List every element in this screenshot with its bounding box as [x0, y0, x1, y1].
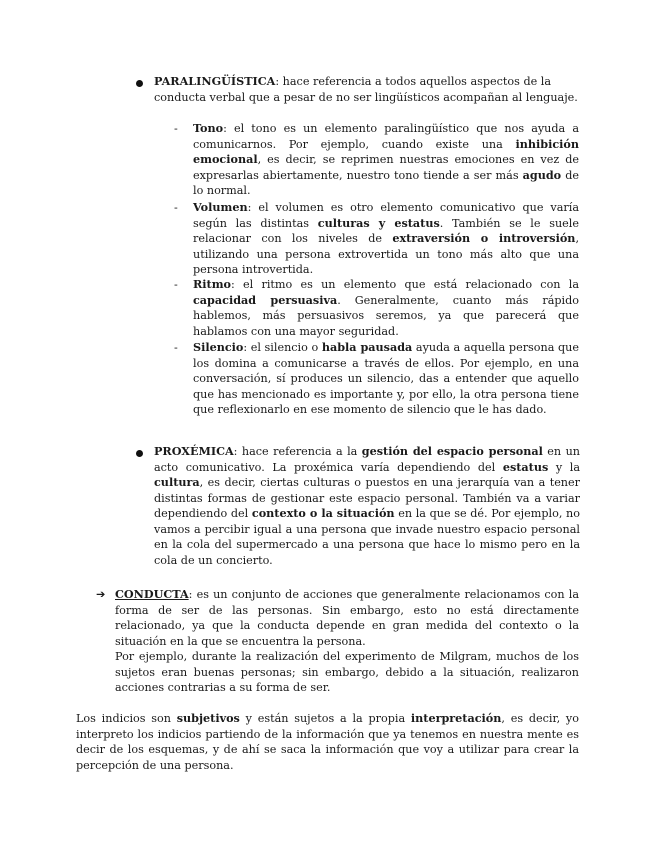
proxemica-text-e: , es decir, ciertas culturas o puestos en una jerarquía van a tener distintas formas de gestionar este espacio personal. También va a variar dependiendo del: [154, 476, 580, 520]
ritmo-paragraph: [193, 277, 579, 339]
conducta-example-text: Por ejemplo, durante la realización del experimento de Milgram, muchos de los sujetos eran buenas personas; sin embargo, debido a la situación, realizaron acciones contrarias a su forma de ser.: [115, 650, 579, 694]
tono-bold-2: agudo: [522, 167, 562, 182]
indicios-bold-2: interpretación: [410, 711, 502, 725]
proxemica-term: PROXÉMICA: [154, 444, 234, 458]
paralinguistica-paragraph: [154, 74, 580, 105]
paralinguistica-text: : hace referencia a todos aquellos aspectos de la conducta verbal que a pesar de no ser lingüísticos acompañan al lenguaje.: [154, 75, 578, 104]
dash-marker: -: [174, 201, 178, 214]
ritmo-text-c: . Generalmente, cuanto más rápido hablemos, más persuasivos seremos, ya que parecerá que hablamos con una mayor seguridad.: [193, 293, 579, 338]
ritmo-text-a: : el ritmo es un elemento que está relacionado con la: [231, 278, 579, 291]
proxemica-text-f: en la que se dé. Por ejemplo, no vamos a percibir igual a una persona que invade nuestro espacio personal en la cola del supermercado a una persona que hace lo mismo pero en la cola de un concierto.: [154, 507, 580, 567]
tono-text-d: de lo normal.: [193, 168, 579, 197]
indicios-text-c: y están sujetos a la propia: [239, 712, 411, 725]
proxemica-text-d: y la: [548, 460, 580, 474]
silencio-text-a: : el silencio o: [243, 341, 322, 354]
tono-bold-1: inhibición emocional: [193, 136, 579, 166]
indicios-text-d: , es decir, yo interpreto los indicios partiendo de la información que ya tenemos en nuestra mente es decir de los esquemas, y de ahí se saca la información que voy a utilizar para crear la percepción de una persona.: [76, 712, 579, 772]
ritmo-bold-1: capacidad persuasiva: [193, 292, 338, 307]
proxemica-bold-3: cultura: [154, 475, 200, 489]
volumen-bold-1: culturas y estatus: [317, 215, 440, 230]
silencio-text-c: ayuda a aquella persona que los domina a comunicarse a través de ellos. Por ejemplo, en una conversación, sí produces un silencio, das a entender que aquello que has mencionado es importante y, por ello, la otra persona tiene que reflexionarlo en ese momento de silencio que le has dado.: [193, 341, 579, 416]
volumen-text-c: . También se le suele relacionar con los niveles de: [193, 216, 579, 245]
volumen-bold-2: extraversión o introversión: [392, 231, 576, 245]
proxemica-paragraph: [154, 444, 580, 568]
indicios-bold-1: subjetivos: [176, 711, 240, 725]
bullet-icon: [136, 80, 143, 87]
proxemica-bold-2: estatus: [502, 459, 549, 474]
silencio-paragraph: [193, 340, 579, 418]
tono-text-a: : el tono es un elemento paralingüístico que nos ayuda a comunicarnos. Por ejemplo, cuando existe una: [193, 122, 579, 151]
proxemica-bold-1: gestión del espacio personal: [361, 444, 543, 458]
conducta-term: CONDUCTA: [115, 587, 189, 601]
volumen-term: Volumen: [193, 200, 248, 214]
conducta-example-paragraph: [115, 649, 579, 696]
volumen-text-a: : el volumen es otro elemento comunicativo que varía según las distintas: [193, 201, 579, 230]
silencio-term: Silencio: [193, 340, 244, 354]
tono-text-c: , es decir, se reprimen nuestras emociones en vez de expresarlas abiertamente, nuestro tono tiende a ser más: [193, 153, 579, 182]
conducta-text: : es un conjunto de acciones que generalmente relacionamos con la forma de ser de las personas. Sin embargo, esto no está directamente relacionado, ya que la conducta depende en gran medida del contexto o la situación en la que se encuentra la persona.: [115, 588, 579, 648]
dash-marker: -: [174, 278, 178, 291]
silencio-bold-1: habla pausada: [321, 340, 413, 354]
paralinguistica-term: PARALINGÜÍSTICA: [154, 74, 276, 88]
conducta-paragraph: [115, 587, 579, 649]
arrow-icon: ➔: [96, 588, 106, 601]
indicios-paragraph: [76, 711, 579, 773]
ritmo-term: Ritmo: [193, 277, 232, 291]
proxemica-text-a: : hace referencia a la: [233, 445, 362, 458]
dash-marker: -: [174, 341, 178, 354]
tono-term: Tono: [193, 121, 224, 135]
dash-marker: -: [174, 122, 178, 135]
volumen-paragraph: [193, 200, 579, 278]
bullet-icon: [136, 450, 143, 457]
proxemica-bold-4: contexto o la situación: [251, 506, 395, 520]
proxemica-text-c: en un acto comunicativo. La proxémica varía dependiendo del: [154, 445, 580, 474]
indicios-text-a: Los indicios son: [76, 712, 177, 725]
tono-paragraph: [193, 121, 579, 199]
volumen-text-d: , utilizando una persona extrovertida un tono más alto que una persona introvertida.: [193, 232, 579, 276]
